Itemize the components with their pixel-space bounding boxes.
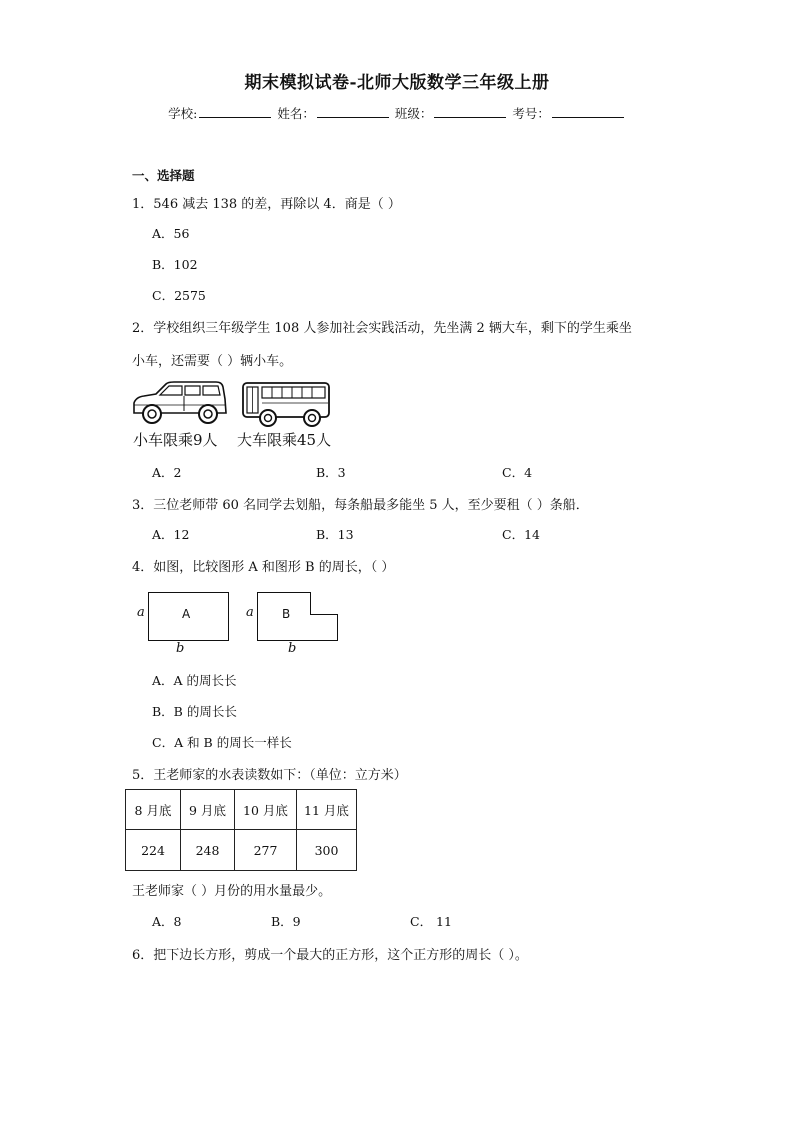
q5-option-a: A．8 — [152, 914, 182, 929]
table-header-cell: 8 月底 — [126, 790, 181, 830]
q2-option-c: C．4 — [502, 465, 533, 480]
question-5-followup: 王老师家（ ）月份的用水量最少。 — [132, 884, 332, 899]
bus-icon — [240, 381, 332, 429]
table-header-cell: 10 月底 — [235, 790, 297, 830]
shape-b-label: B — [282, 607, 291, 621]
question-2-line-1: 2．学校组织三年级学生 108 人参加社会实践活动，先坐满 2 辆大车，剩下的学生乘坐 — [132, 321, 632, 336]
question-2-line-2: 小车，还需要（ ）辆小车。 — [132, 354, 293, 369]
shape-a-label: A — [182, 607, 191, 621]
q1-option-a: A．56 — [152, 226, 190, 241]
shape-b-side-b: b — [288, 641, 297, 656]
student-info-line — [0, 104, 794, 122]
q5-option-c: C． 11 — [410, 914, 452, 929]
table-header-cell: 9 月底 — [181, 790, 235, 830]
car-icon — [130, 379, 228, 427]
question-6: 6．把下边长方形，剪成一个最大的正方形，这个正方形的周长（ ）。 — [132, 948, 528, 963]
table-cell: 248 — [181, 830, 235, 871]
q5-option-b: B．9 — [271, 914, 301, 929]
q3-option-a: A．12 — [152, 527, 190, 542]
table-cell: 277 — [235, 830, 297, 871]
q1-option-b: B．102 — [152, 257, 198, 272]
q1-option-c: C．2575 — [152, 288, 206, 303]
table-header-cell: 11 月底 — [297, 790, 357, 830]
q2-option-a: A．2 — [152, 465, 182, 480]
shape-b-side-a: a — [246, 605, 254, 620]
water-meter-table — [125, 789, 357, 871]
school-blank — [199, 106, 271, 118]
car-caption: 小车限乘9人 — [133, 431, 218, 449]
shape-a-side-a: a — [137, 605, 145, 620]
question-4: 4．如图，比较图形 A 和图形 B 的周长，（ ） — [132, 560, 395, 575]
name-blank — [317, 106, 389, 118]
class-label: 班级： — [394, 106, 433, 121]
exam-no-blank — [552, 106, 624, 118]
section-title: 一、选择题 — [132, 168, 195, 183]
q3-option-b: B．13 — [316, 527, 354, 542]
question-3: 3．三位老师带 60 名同学去划船，每条船最多能坐 5 人，至少要租（ ）条船． — [132, 498, 589, 513]
class-blank — [434, 106, 506, 118]
name-label: 姓名： — [277, 106, 315, 121]
q2-option-b: B．3 — [316, 465, 346, 480]
q4-option-b: B．B 的周长长 — [152, 704, 237, 719]
exam-no-label: 考号： — [512, 106, 550, 121]
school-label: 学校: — [168, 106, 198, 121]
page-title: 期末模拟试卷-北师大版数学三年级上册 — [244, 73, 550, 93]
question-5: 5．王老师家的水表读数如下：（单位：立方米） — [132, 768, 407, 783]
table-cell: 300 — [297, 830, 357, 871]
bus-caption: 大车限乘45人 — [237, 431, 332, 449]
table-cell: 224 — [126, 830, 181, 871]
shape-a-side-b: b — [176, 641, 185, 656]
q3-option-c: C．14 — [502, 527, 540, 542]
question-1: 1．546 减去 138 的差，再除以 4．商是（ ） — [132, 197, 401, 212]
q4-option-a: A．A 的周长长 — [152, 673, 237, 688]
shape-figure — [130, 588, 350, 660]
q4-option-c: C．A 和 B 的周长一样长 — [152, 735, 292, 750]
